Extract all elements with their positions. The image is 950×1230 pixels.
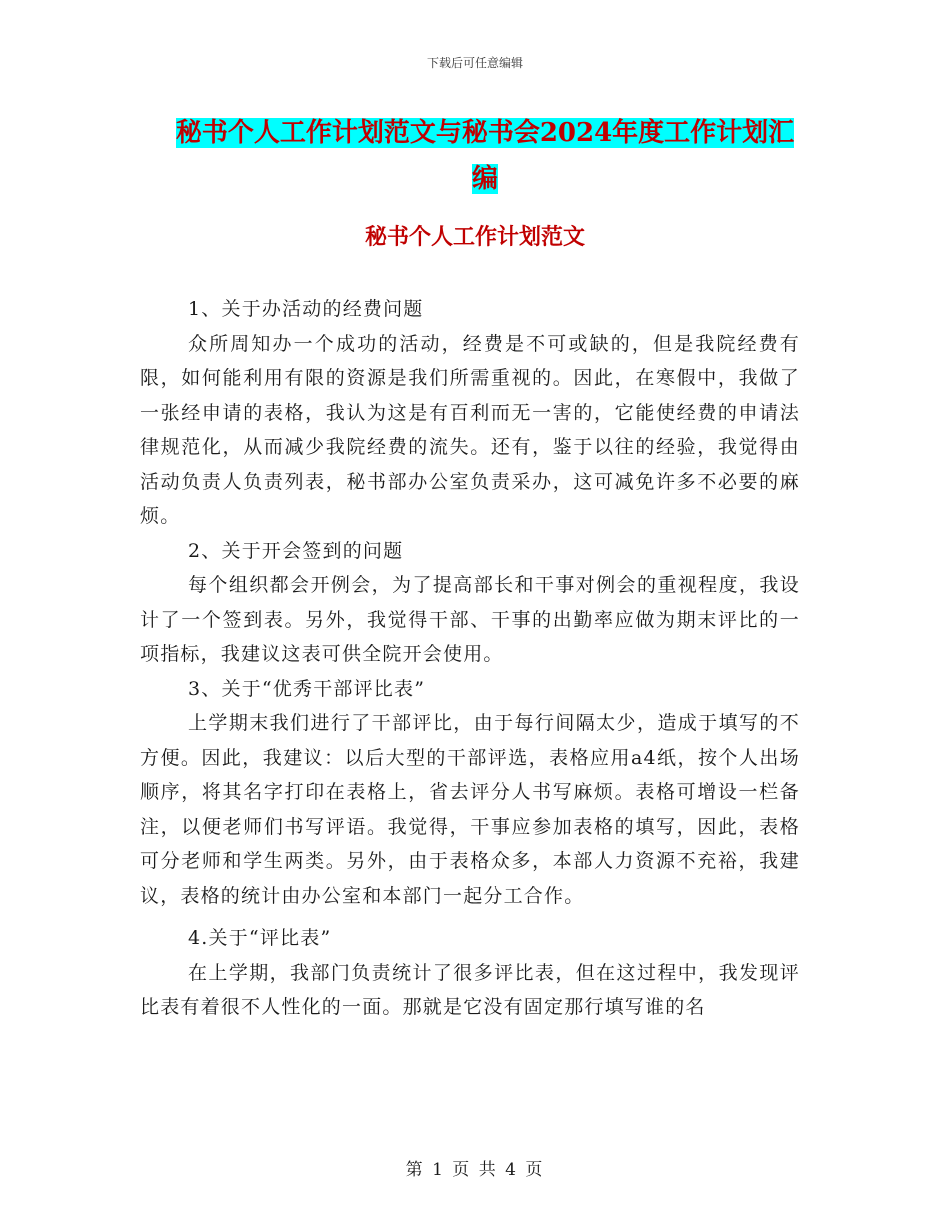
item-paragraph: 在上学期，我部门负责统计了很多评比表，但在这过程中，我发现评比表有着很不人性化的一面。那就是它没有固定那行填写谁的名	[140, 961, 800, 1018]
footer-page-number: 1	[432, 1160, 445, 1180]
title-line-2: 编	[471, 164, 498, 194]
item-heading: 2、关于开会签到的问题	[188, 539, 404, 562]
footer-mid: 页 共	[452, 1160, 498, 1180]
document-title	[140, 110, 830, 202]
footer-suffix: 页	[525, 1160, 545, 1180]
item-heading: 3、关于“优秀干部评比表”	[188, 677, 426, 700]
footer-total-pages: 4	[505, 1160, 518, 1180]
title-line-1: 秘书个人工作计划范文与秘书会2024年度工作计划汇	[175, 118, 795, 148]
header-note: 下载后可任意编辑	[426, 56, 523, 70]
footer-prefix: 第	[405, 1160, 425, 1180]
section-title: 秘书个人工作计划范文	[364, 224, 585, 250]
document-body	[140, 292, 800, 1025]
item-heading: 1、关于办活动的经费问题	[188, 298, 424, 320]
item-paragraph: 每个组织都会开例会，为了提高部长和干事对例会的重视程度，我设计了一个签到表。另外，我觉得干部、干事的出勤率应做为期末评比的一项指标，我建议这表可供全院开会使用。	[140, 574, 800, 665]
item-heading: 4.关于“评比表”	[188, 927, 332, 949]
page-footer	[0, 1155, 950, 1180]
item-paragraph: 上学期末我们进行了干部评比，由于每行间隔太少，造成于填写的不方便。因此，我建议：以后大型的干部评选，表格应用a4纸，按个人出场顺序，将其名字打印在表格上，省去评分人书写麻烦。表格可增设一栏备注，以便老师们书写评语。我觉得，干事应参加表格的填写，因此，表格可分老师和学生两类。另外，由于表格众多，本部人力资源不充裕，我建议，表格的统计由办公室和本部门一起分工合作。	[140, 712, 800, 907]
item-paragraph: 众所周知办一个成功的活动，经费是不可或缺的，但是我院经费有限，如何能利用有限的资源是我们所需重视的。因此，在寒假中，我做了一张经申请的表格，我认为这是有百利而无一害的，它能使经费的申请法律规范化，从而减少我院经费的流失。还有，鉴于以往的经验，我觉得由活动负责人负责列表，秘书部办公室负责采办，这可减免许多不必要的麻烦。	[140, 332, 800, 527]
